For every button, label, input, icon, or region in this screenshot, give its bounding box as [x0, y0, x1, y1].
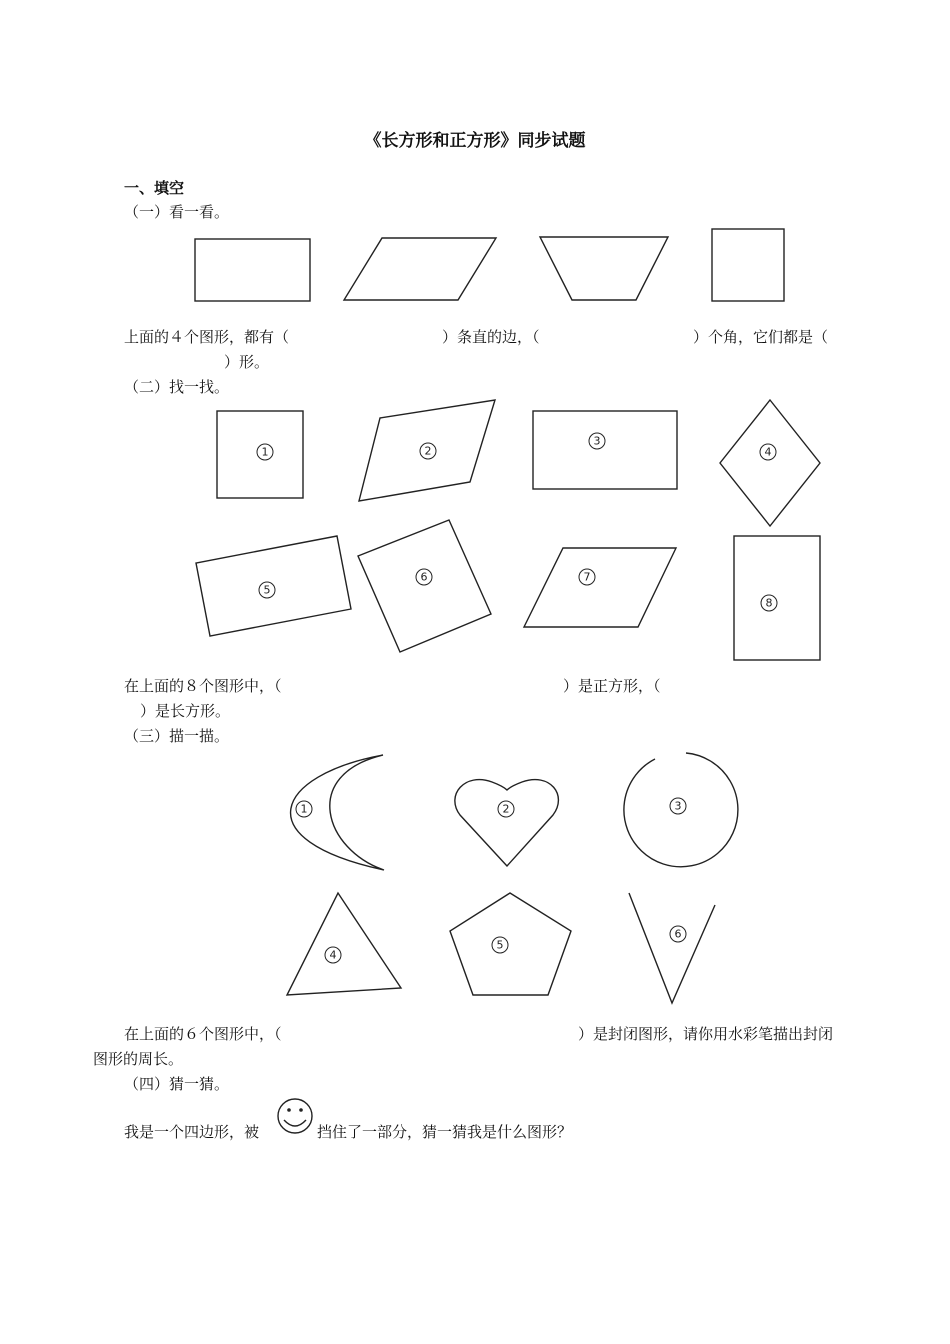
trapezoid-shape — [540, 237, 668, 300]
part1-label: （一）看一看。 — [124, 203, 230, 221]
part3-question-line2: 图形的周长。 — [93, 1050, 184, 1068]
part1-question-line2: ）形。 — [224, 353, 270, 371]
shape-number-1: 1 — [300, 802, 308, 816]
shape-6-open-angle — [629, 893, 715, 1003]
part4-question-a: 我是一个四边形，被 — [124, 1123, 260, 1141]
shape-number-1: 1 — [261, 445, 269, 459]
part2-label: （二）找一找。 — [124, 378, 230, 396]
shape-number-2: 2 — [424, 444, 432, 458]
part3-label: （三）描一描。 — [124, 727, 230, 745]
shape-3-rectangle — [533, 411, 677, 489]
part1-shapes — [195, 229, 784, 301]
shape-5-pentagon — [450, 893, 571, 995]
square-shape — [712, 229, 784, 301]
shape-number-4: 4 — [329, 948, 337, 962]
parallelogram-shape — [344, 238, 496, 300]
shape-8-rectangle — [734, 536, 820, 660]
shape-number-6: 6 — [420, 570, 428, 584]
shape-2-heart — [455, 780, 559, 866]
part1-question-a: 上面的４个图形，都有（ — [124, 328, 290, 346]
shape-number-4: 4 — [764, 445, 772, 459]
shape-number-3: 3 — [593, 434, 601, 448]
part2-question-a: 在上面的８个图形中，（ — [124, 677, 282, 695]
part3-question-b: ）是封闭图形，请你用水彩笔描出封闭 — [578, 1025, 834, 1043]
shape-number-5: 5 — [263, 583, 271, 597]
shape-number-6: 6 — [674, 927, 682, 941]
section-heading: 一、填空 — [124, 179, 185, 197]
part1-question-b: ）条直的边，（ — [442, 328, 540, 346]
shape-number-2: 2 — [502, 802, 510, 816]
part3-shapes — [287, 753, 738, 1003]
part1-question-c: ）个角，它们都是（ — [693, 328, 829, 346]
shape-number-5: 5 — [496, 938, 504, 952]
shape-number-labels — [257, 433, 777, 611]
shape-number-3: 3 — [674, 799, 682, 813]
page-title: 《长方形和正方形》同步试题 — [364, 131, 586, 151]
shape-number-7: 7 — [583, 570, 591, 584]
shape-number-8: 8 — [765, 596, 773, 610]
shape-7-parallelogram — [524, 548, 676, 627]
part3-question-a: 在上面的６个图形中，（ — [124, 1025, 282, 1043]
part4-question-b: 挡住了一部分，猜一猜我是什么图形？ — [317, 1123, 573, 1141]
part2-question-line2: ）是长方形。 — [140, 702, 231, 720]
shape-1-square — [217, 411, 303, 498]
smiley-face-icon — [278, 1099, 312, 1133]
part2-question-b: ）是正方形，（ — [563, 677, 661, 695]
part2-shapes — [196, 400, 820, 660]
shape-4-triangle — [287, 893, 401, 995]
shape-6-tilted-square — [358, 520, 491, 652]
rectangle-shape — [195, 239, 310, 301]
shape-4-rhombus — [720, 400, 820, 526]
part4-label: （四）猜一猜。 — [124, 1075, 230, 1093]
shape-number-labels — [296, 798, 686, 963]
